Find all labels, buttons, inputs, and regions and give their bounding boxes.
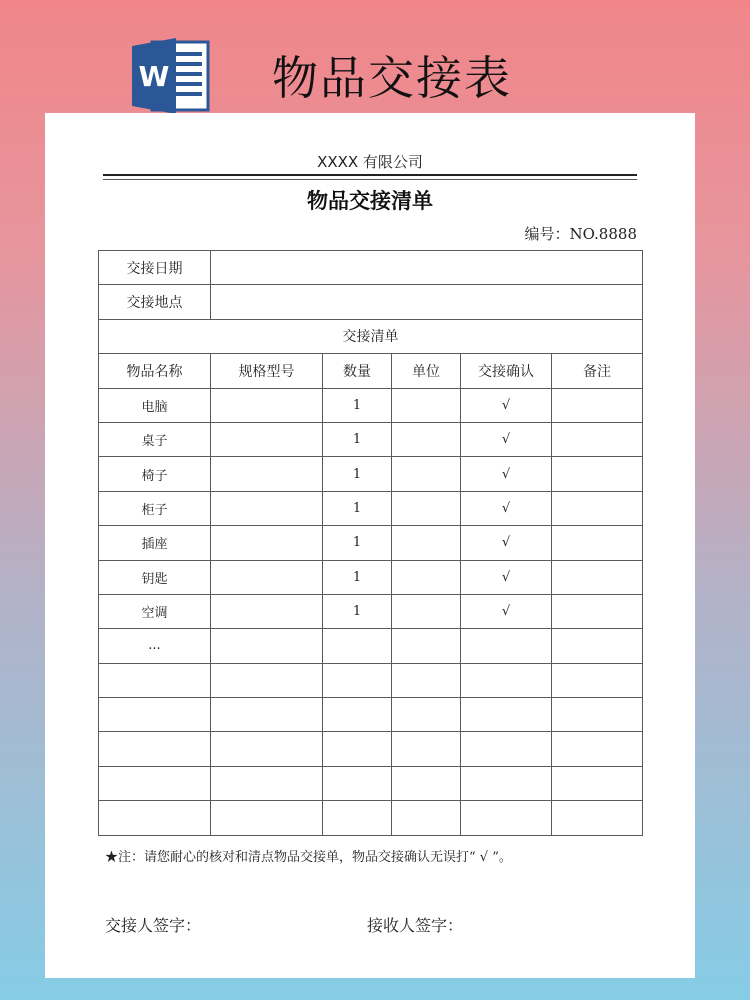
item-confirm-cell[interactable]: √	[461, 526, 552, 560]
item-spec-cell[interactable]	[211, 766, 323, 800]
item-unit-cell[interactable]	[392, 560, 461, 594]
item-confirm-cell[interactable]	[461, 663, 552, 697]
item-qty-cell[interactable]: 1	[323, 422, 392, 456]
table-row	[99, 457, 643, 491]
item-spec-cell[interactable]	[211, 801, 323, 835]
item-unit-cell[interactable]	[392, 801, 461, 835]
list-header-row	[99, 319, 643, 353]
item-qty-cell[interactable]: 1	[323, 594, 392, 628]
item-qty-cell[interactable]: 1	[323, 388, 392, 422]
item-remark-cell[interactable]	[552, 457, 643, 491]
item-confirm-cell[interactable]: √	[461, 491, 552, 525]
item-name-cell[interactable]	[99, 732, 211, 766]
column-header: 规格型号	[211, 354, 323, 388]
item-name-cell[interactable]: 桌子	[99, 422, 211, 456]
receiver-signature-label: 接收人签字：	[367, 916, 464, 935]
item-spec-cell[interactable]	[211, 457, 323, 491]
item-name-cell[interactable]: 电脑	[99, 388, 211, 422]
item-qty-cell[interactable]: 1	[323, 526, 392, 560]
item-confirm-cell[interactable]: √	[461, 594, 552, 628]
item-spec-cell[interactable]	[211, 698, 323, 732]
item-confirm-cell[interactable]	[461, 629, 552, 663]
item-unit-cell[interactable]	[392, 663, 461, 697]
item-unit-cell[interactable]	[392, 491, 461, 525]
item-spec-cell[interactable]	[211, 422, 323, 456]
table-row	[99, 422, 643, 456]
item-qty-cell[interactable]	[323, 766, 392, 800]
date-label: 交接日期	[99, 251, 211, 285]
item-remark-cell[interactable]	[552, 629, 643, 663]
svg-text:W: W	[138, 60, 170, 93]
item-name-cell[interactable]: 钥匙	[99, 560, 211, 594]
item-name-cell[interactable]	[99, 698, 211, 732]
table-row	[99, 560, 643, 594]
item-remark-cell[interactable]	[552, 663, 643, 697]
document-number: 编号：NO.8888	[524, 225, 637, 243]
column-header: 单位	[392, 354, 461, 388]
item-qty-cell[interactable]	[323, 801, 392, 835]
item-remark-cell[interactable]	[552, 594, 643, 628]
item-confirm-cell[interactable]: √	[461, 560, 552, 594]
item-confirm-cell[interactable]	[461, 766, 552, 800]
table-row	[99, 491, 643, 525]
table-row	[99, 766, 643, 800]
table-row	[99, 629, 643, 663]
place-field[interactable]	[211, 285, 643, 319]
item-qty-cell[interactable]	[323, 629, 392, 663]
item-qty-cell[interactable]: 1	[323, 457, 392, 491]
item-qty-cell[interactable]	[323, 663, 392, 697]
item-unit-cell[interactable]	[392, 732, 461, 766]
document-page	[45, 113, 695, 978]
item-remark-cell[interactable]	[552, 560, 643, 594]
item-unit-cell[interactable]	[392, 526, 461, 560]
table-row	[99, 526, 643, 560]
handover-table	[98, 250, 643, 836]
item-confirm-cell[interactable]	[461, 698, 552, 732]
item-remark-cell[interactable]	[552, 801, 643, 835]
item-name-cell[interactable]: 柜子	[99, 491, 211, 525]
item-spec-cell[interactable]	[211, 491, 323, 525]
column-header-row	[99, 354, 643, 388]
item-spec-cell[interactable]	[211, 629, 323, 663]
table-row	[99, 698, 643, 732]
item-unit-cell[interactable]	[392, 388, 461, 422]
item-spec-cell[interactable]	[211, 663, 323, 697]
item-remark-cell[interactable]	[552, 766, 643, 800]
item-spec-cell[interactable]	[211, 560, 323, 594]
table-row	[99, 594, 643, 628]
place-row	[99, 285, 643, 319]
item-name-cell[interactable]	[99, 663, 211, 697]
company-name: XXXX 有限公司	[317, 153, 423, 171]
item-remark-cell[interactable]	[552, 732, 643, 766]
item-remark-cell[interactable]	[552, 422, 643, 456]
place-label: 交接地点	[99, 285, 211, 319]
list-header: 交接清单	[99, 319, 643, 353]
item-remark-cell[interactable]	[552, 698, 643, 732]
item-remark-cell[interactable]	[552, 526, 643, 560]
date-row	[99, 251, 643, 285]
item-remark-cell[interactable]	[552, 491, 643, 525]
item-confirm-cell[interactable]	[461, 732, 552, 766]
item-confirm-cell[interactable]: √	[461, 422, 552, 456]
header-rule	[103, 174, 637, 176]
column-header: 数量	[323, 354, 392, 388]
item-unit-cell[interactable]	[392, 457, 461, 491]
item-qty-cell[interactable]: 1	[323, 560, 392, 594]
item-qty-cell[interactable]: 1	[323, 491, 392, 525]
item-unit-cell[interactable]	[392, 594, 461, 628]
item-rows	[99, 388, 643, 835]
item-name-cell[interactable]	[99, 766, 211, 800]
table-row	[99, 663, 643, 697]
item-unit-cell[interactable]	[392, 766, 461, 800]
item-unit-cell[interactable]	[392, 698, 461, 732]
item-confirm-cell[interactable]	[461, 801, 552, 835]
date-field[interactable]	[211, 251, 643, 285]
note-text: ★注：请您耐心的核对和清点物品交接单，物品交接确认无误打“ √ ”。	[105, 850, 512, 865]
item-spec-cell[interactable]	[211, 526, 323, 560]
item-spec-cell[interactable]	[211, 732, 323, 766]
column-header: 备注	[552, 354, 643, 388]
item-spec-cell[interactable]	[211, 594, 323, 628]
table-row	[99, 801, 643, 835]
item-name-cell[interactable]: ...	[99, 629, 211, 663]
item-confirm-cell[interactable]: √	[461, 388, 552, 422]
item-name-cell[interactable]: 椅子	[99, 457, 211, 491]
item-spec-cell[interactable]	[211, 388, 323, 422]
document-title: 物品交接清单	[307, 188, 433, 213]
header-rule-thin	[103, 179, 637, 180]
item-qty-cell[interactable]	[323, 732, 392, 766]
item-unit-cell[interactable]	[392, 629, 461, 663]
item-name-cell[interactable]: 插座	[99, 526, 211, 560]
word-document-icon	[130, 38, 210, 114]
table-row	[99, 388, 643, 422]
column-header: 交接确认	[461, 354, 552, 388]
item-remark-cell[interactable]	[552, 388, 643, 422]
item-qty-cell[interactable]	[323, 698, 392, 732]
item-unit-cell[interactable]	[392, 422, 461, 456]
item-name-cell[interactable]	[99, 801, 211, 835]
handover-signature-label: 交接人签字：	[105, 916, 202, 935]
table-row	[99, 732, 643, 766]
item-name-cell[interactable]: 空调	[99, 594, 211, 628]
banner-title: 物品交接表	[272, 51, 512, 105]
column-header: 物品名称	[99, 354, 211, 388]
item-confirm-cell[interactable]: √	[461, 457, 552, 491]
